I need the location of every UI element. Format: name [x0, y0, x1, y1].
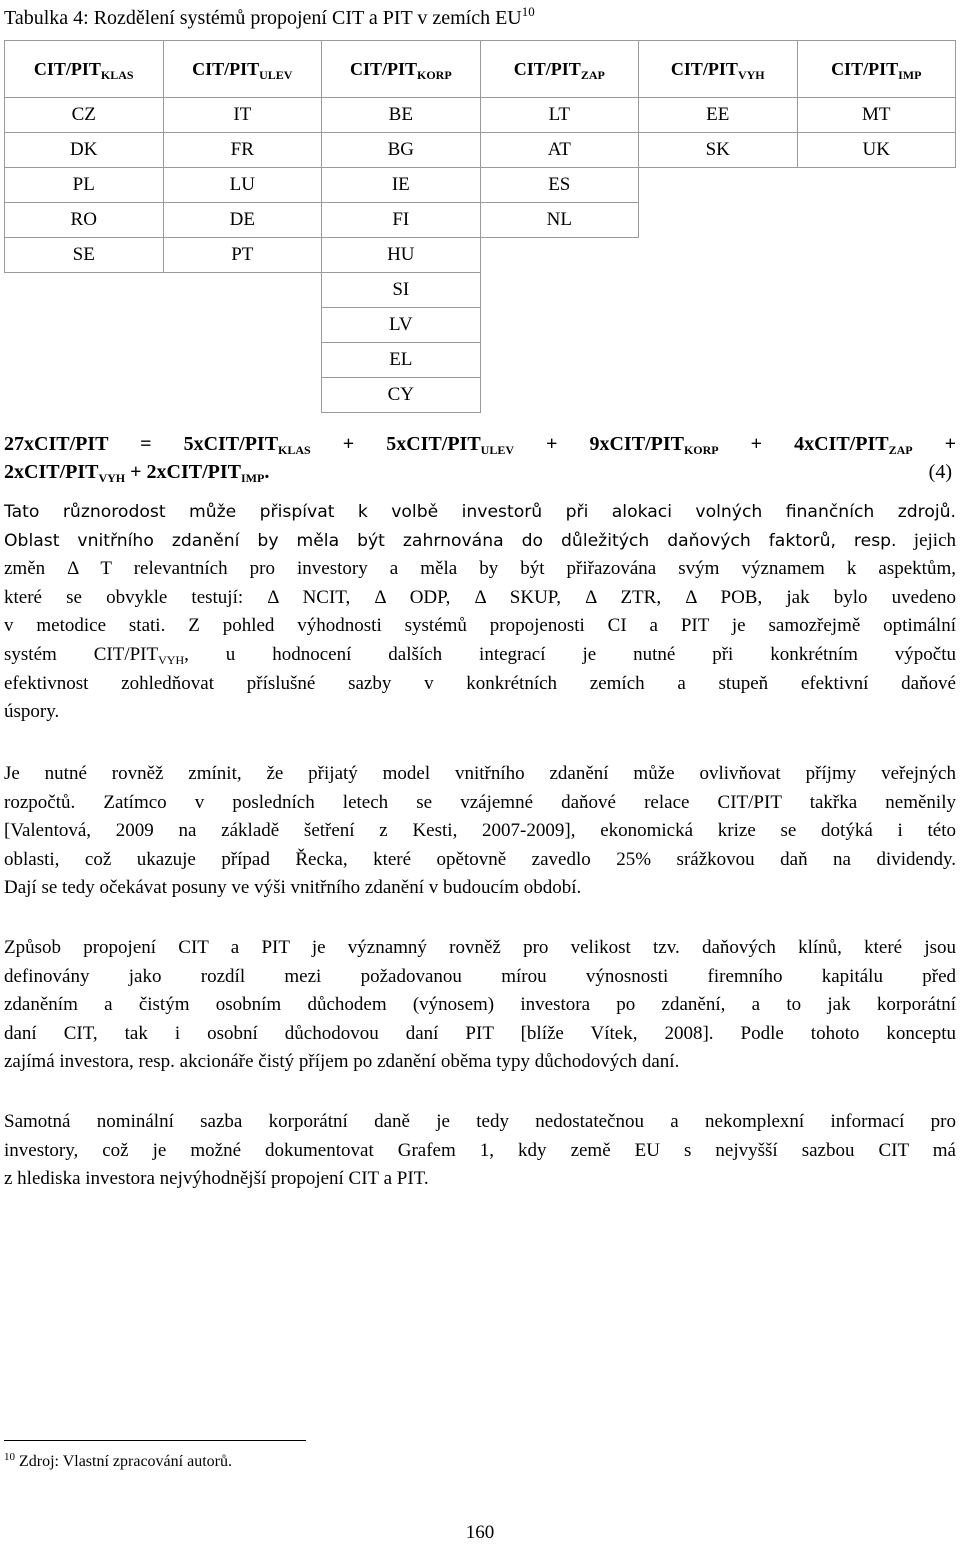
table-row [5, 168, 956, 203]
paragraph-line: Způsob propojení CIT a PIT je významný rovněž pro velikost tzv. daňových klínů, které jsou [4, 937, 956, 958]
footnote-text: Zdroj: Vlastní zpracování autorů. [15, 1453, 232, 1470]
empty-cell [797, 168, 956, 203]
footnote [4, 1452, 232, 1472]
empty-cell [163, 273, 322, 308]
paragraph-1 [4, 498, 956, 727]
country-cell: NL [480, 203, 638, 238]
table-row [5, 238, 956, 273]
empty-cell [797, 378, 956, 413]
country-cell: RO [5, 203, 164, 238]
paragraph-line: Dají se tedy očekávat posuny ve výši vnitřního zdanění v budoucím období. [4, 877, 582, 899]
empty-cell [797, 203, 956, 238]
paragraph-2 [4, 760, 956, 903]
empty-cell [639, 308, 797, 343]
empty-cell [639, 343, 797, 378]
country-cell: HU [322, 238, 481, 273]
empty-cell [797, 238, 956, 273]
paragraph-line: [Valentová, 2009 na základě šetření z Kesti, 2007-2009], ekonomická krize se dotýká i této [4, 820, 956, 842]
country-cell: SK [639, 133, 797, 168]
paragraph-line: Je nutné rovněž zmínit, že přijatý model vnitřního zdanění může ovlivňovat příjmy veřejných [4, 763, 956, 784]
paragraph-line: Tato různorodost může přispívat k volbě investorů při alokaci volných finančních zdrojů. [4, 502, 956, 522]
country-cell: PT [163, 238, 322, 273]
column-header-vyh: CIT/$PIT_{VYH}$ [639, 41, 797, 98]
paragraph-line: zajímá investora, resp. akcionáře čistý příjem po zdanění oběma typy důchodových daní. [4, 1051, 680, 1073]
country-cell: IT [163, 98, 322, 133]
footnote-divider [4, 1440, 306, 1441]
paragraph-line: které se obvykle testují: Δ NCIT, Δ ODP, Δ SKUP, Δ ZTR, Δ POB, jak bylo uvedeno [4, 586, 956, 608]
footnote-ref[interactable]: 10 [521, 4, 535, 19]
country-cell: BE [322, 98, 481, 133]
paragraph-line: definovány jako rozdíl mezi požadovanou mírou výnosnosti firemního kapitálu před [4, 965, 956, 987]
country-cell: UK [797, 133, 956, 168]
empty-cell [639, 378, 797, 413]
paragraph-line: efektivnost zohledňovat příslušné sazby v konkrétních zemích a stupeň efektivní daňové [4, 672, 956, 694]
paragraph-line: z hlediska investora nejvýhodnější propojení CIT a PIT. [4, 1168, 429, 1190]
table-row [5, 343, 956, 378]
empty-cell [639, 203, 797, 238]
country-cell: MT [797, 98, 956, 133]
empty-cell [797, 273, 956, 308]
country-cell: CY [322, 378, 481, 413]
equation-line-1: 27xCIT/PIT = $5xCIT/PIT_{KLAS}$ + $5xCIT/PIT_{ULEV}$ + $9xCIT/PIT_{KORP}$ + $4xCIT/PIT_{ZAP}$ + [4, 433, 956, 457]
paragraph-line: v metodice stati. Z pohled výhodnosti systémů propojenosti CI a PIT je samozřejmě optimální [4, 615, 956, 637]
country-cell: PL [5, 168, 164, 203]
table-row [5, 273, 956, 308]
country-cell: LT [480, 98, 638, 133]
empty-cell [5, 273, 164, 308]
empty-cell [639, 238, 797, 273]
country-cell: SI [322, 273, 481, 308]
empty-cell [797, 308, 956, 343]
empty-cell [5, 308, 164, 343]
table-header-row [5, 41, 956, 98]
table-row [5, 133, 956, 168]
country-cell: LU [163, 168, 322, 203]
country-cell: LV [322, 308, 481, 343]
country-cell: IE [322, 168, 481, 203]
country-cell: BG [322, 133, 481, 168]
page-number: 160 [465, 1522, 495, 1543]
empty-cell [480, 378, 638, 413]
country-cell: DK [5, 133, 164, 168]
country-cell: DE [163, 203, 322, 238]
empty-cell [163, 343, 322, 378]
country-cell: EE [639, 98, 797, 133]
empty-cell [639, 168, 797, 203]
table-caption [4, 6, 535, 30]
empty-cell [5, 343, 164, 378]
empty-cell [163, 308, 322, 343]
empty-cell [163, 378, 322, 413]
empty-cell [480, 308, 638, 343]
column-header-korp: CIT/$PIT_{KORP}$ [322, 41, 481, 98]
paragraph-line: změn Δ T relevantních pro investory a měla by být přiřazována svým významem k aspektům, [4, 558, 956, 580]
paragraph-line: oblasti, což ukazuje případ Řecka, které opětovně zavedlo 25% srážkovou daň na dividendy. [4, 848, 956, 870]
country-cell: EL [322, 343, 481, 378]
country-cell: FI [322, 203, 481, 238]
cit-pit-table [4, 40, 956, 413]
paragraph-line: Samotná nominální sazba korporátní daně je tedy nedostatečnou a nekomplexní informací pro [4, 1111, 956, 1132]
country-cell: AT [480, 133, 638, 168]
paragraph-line: investory, což je možné dokumentovat Grafem 1, kdy země EU s nejvyšší sazbou CIT má [4, 1139, 956, 1161]
table-row [5, 98, 956, 133]
footnote-number: 10 [4, 1451, 15, 1463]
country-cell: FR [163, 133, 322, 168]
equation [4, 430, 956, 486]
table-row [5, 203, 956, 238]
empty-cell [797, 343, 956, 378]
empty-cell [480, 343, 638, 378]
caption-text: Tabulka 4: Rozdělení systémů propojení CIT a PIT v zemích EU [4, 7, 522, 29]
column-header-imp: CIT/$PIT_{IMP}$ [797, 41, 956, 98]
table-body [5, 98, 956, 413]
table-row [5, 308, 956, 343]
paragraph-line: rozpočtů. Zatímco v posledních letech se vzájemné daňové relace CIT/PIT takřka neměnily [4, 791, 956, 813]
paragraph-line: úspory. [4, 701, 60, 723]
column-header-ulev: CIT/$PIT_{ULEV}$ [163, 41, 322, 98]
table-row [5, 378, 956, 413]
empty-cell [5, 378, 164, 413]
paragraph-line: systém CIT/$PIT_{VYH}$, u hodnocení dalších integrací je nutné při konkrétním výpočtu [4, 643, 957, 667]
equation-number: (4) [928, 461, 952, 483]
column-header-klas: CIT/$PIT_{KLAS}$ [5, 41, 164, 98]
equation-line-2: $2xCIT/PIT_{VYH}$ + $2xCIT/PIT_{IMP}$. (4) [4, 458, 956, 486]
country-cell: ES [480, 168, 638, 203]
paragraph-line: Oblast vnitřního zdanění by měla být zahrnována do důležitých daňových faktorů, resp. jejich [4, 529, 957, 551]
empty-cell [480, 238, 638, 273]
column-header-zap: CIT/$PIT_{ZAP}$ [480, 41, 638, 98]
empty-cell [480, 273, 638, 308]
paragraph-line: zdaněním a čistým osobním důchodem (výnosem) investora po zdanění, a to jak korporátní [4, 994, 956, 1016]
paragraph-line: daní CIT, tak i osobní důchodovou daní PIT [blíže Vítek, 2008]. Podle tohoto konceptu [4, 1022, 956, 1044]
country-cell: SE [5, 238, 164, 273]
paragraph-3 [4, 934, 956, 1077]
country-cell: CZ [5, 98, 164, 133]
empty-cell [639, 273, 797, 308]
paragraph-4 [4, 1108, 956, 1194]
